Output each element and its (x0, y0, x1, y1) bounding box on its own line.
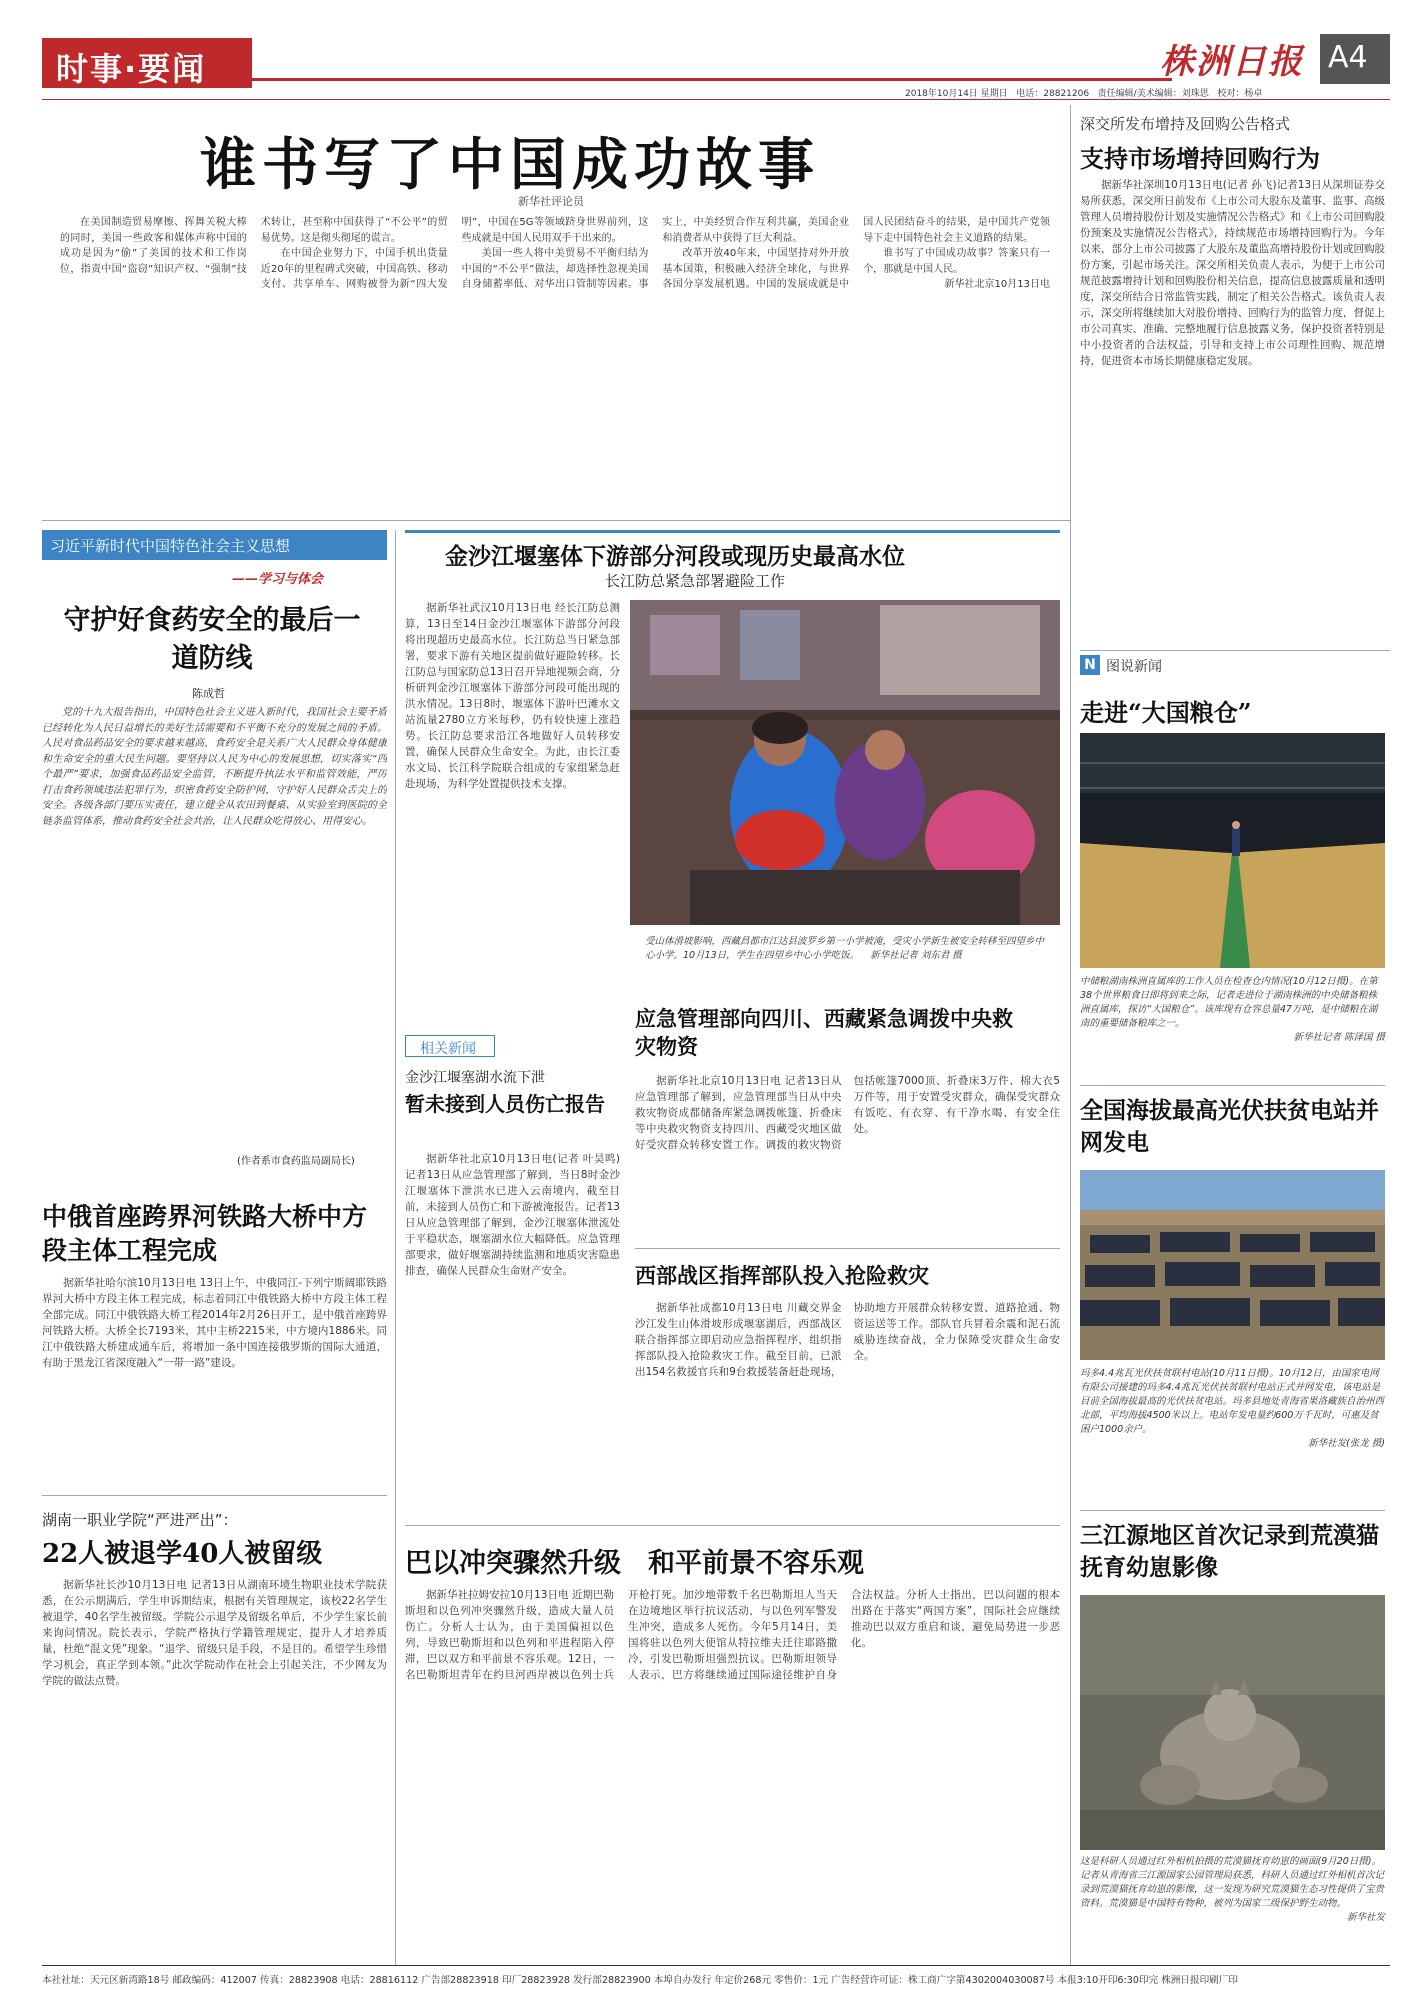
section-label-text: 时事·要闻 (56, 50, 207, 88)
divider (1080, 1510, 1385, 1511)
xi-author: 陈成哲 (192, 687, 225, 700)
lead-sign-off: 新华社北京10月13日电 (944, 279, 1050, 291)
divider (395, 530, 396, 1965)
xi-banner (42, 530, 387, 560)
xi-body: 党的十九大报告指出，中国特色社会主义进入新时代，我国社会主要矛盾已经转化为人民日益增长的美好生活需要和不平衡不充分的发展之间的矛盾。人民对食品药品安全的要求越来越高，食药安全是关系广大人民群众身体健康和生命安全的重大民生问题。要坚持以人民为中心的发展思想，切实落实“四个最严”要求，加强食品药品安全监管，不断提升执法水平和监管效能，严厉打击食药领域违法犯罪行为，织密食药安全防护网，守护好人民群众舌尖上的安全。各级各部门要压实责任，建立健全从农田到餐桌、从实验室到医院的全链条监管体系，推动食药安全社会共治，让人民群众吃得放心、用得安心。 (42, 707, 387, 827)
grain-headline: 走进“大国粮仓” (1080, 698, 1252, 727)
lead-body (60, 215, 1050, 505)
related-body: 据新华社北京10月13日电(记者 叶昊鸣)记者13日从应急管理部了解到，当日8时金沙江堰塞体下泄洪水已进入云南境内，截至目前，未接到人员伤亡和下游被淹报告。记者13日从应急管理部了解到，金沙江堰塞体泄流处于平稳状态，堰塞湖水位大幅降低。应急管理部要求，做好堰塞湖持续监测和地质灾害隐患排查，确保人民群众生命财产安全。 (405, 1153, 620, 1277)
solar-photo (1080, 1170, 1385, 1360)
college-headline: 22人被退学40人被留级 (42, 1539, 323, 1569)
lead-paragraph: 谁书写了中国成功故事？答案只有一个，那就是中国人民。 (863, 248, 1050, 275)
footer-imprint: 本社社址：天元区新湾路18号 邮政编码：412007 传真：28823908 电话：28816112 广告部28823918 印厂28823928 发行部28823900 本埠自办发行 年定价268元 零售价：1元 广告经营许可证：株工商广字第4302004030087号 本报3:10开印6:30印完 株洲日报印刷厂印 (42, 1975, 1238, 1986)
masthead-rule (42, 99, 1390, 100)
army-headline: 西部战区指挥部队投入抢险救灾 (635, 1263, 929, 1288)
conflict-article (405, 1535, 1060, 1960)
cat-caption (1080, 1855, 1385, 1925)
xi-sign-off: (作者系市食药监局副局长) (237, 1156, 355, 1167)
lead-headline: 谁书写了中国成功故事 (200, 132, 820, 198)
flood-article (405, 530, 1060, 1520)
flood-photo-caption-text: 受山体滑坡影响，西藏昌都市江达县波罗乡第一小学被淹，受灾小学新生被安全转移至四望乡中心小学。10月13日，学生在四望乡中心小学吃饭。 (645, 936, 1045, 961)
flood-headline: 金沙江堰塞体下游部分河段或现历史最高水位 (445, 543, 905, 570)
footer-rule (42, 1965, 1390, 1966)
divider (42, 1495, 387, 1496)
related-label: 相关新闻 (420, 1041, 476, 1057)
cat-credit: 新华社发 (1346, 1912, 1385, 1923)
xi-subtitle: ——学习与体会 (232, 572, 324, 587)
lead-paragraph: 在美国制造贸易摩擦、挥舞关税大棒的同时，美国一些政客和媒体声称中国的成功是因为“偷”了美国的技术和工作岗位，指责中国“盗窃”知识产权、“强制”技术转让，甚至称中国获得了“不公平”的贸易优势。这是彻头彻尾的谎言。 (60, 217, 448, 275)
divider (405, 1525, 1060, 1526)
page-number: A4 (1328, 40, 1368, 75)
photonews-n-icon: N (1080, 655, 1100, 675)
lead-paragraph: 美国一些人将中美贸易不平衡归结为中国的“不公平”做法，却选择性忽视美国自身储蓄率低、对华出口管制等因素。事实上，中美经贸合作互利共赢，美国企业和消费者从中获得了巨大利益。 (461, 217, 850, 291)
related-headline: 暂未接到人员伤亡报告 (405, 1092, 605, 1116)
railway-article (42, 1190, 387, 1480)
solar-caption (1080, 1367, 1385, 1451)
college-article (42, 1505, 387, 1960)
divider (1080, 1085, 1385, 1086)
buyback-kicker: 深交所发布增持及回购公告格式 (1080, 115, 1291, 133)
cat-headline: 三江源地区首次记录到荒漠猫抚育幼崽影像 (1080, 1522, 1379, 1581)
phone: 电话：28821206 (1016, 89, 1090, 99)
related-box (405, 1035, 620, 1415)
divider (42, 520, 1070, 521)
cat-caption-text: 这是科研人员通过红外相机拍摄的荒漠猫抚育幼崽的画面(9月20日摄)。记者从青海省三江源国家公园管理局获悉，科研人员通过红外相机首次记录到荒漠猫抚育幼崽的影像，这一发现为研究荒漠猫生态习性提供了宝贵资料。荒漠猫是中国特有物种，被列为国家二级保护野生动物。 (1080, 1856, 1385, 1909)
section-label (42, 38, 252, 88)
grain-caption (1080, 975, 1385, 1045)
divider (1080, 650, 1390, 651)
buyback-headline: 支持市场增持回购行为 (1080, 144, 1320, 173)
photonews-column (1080, 655, 1390, 1960)
flood-photo (630, 600, 1060, 925)
lead-paragraph: 改革开放40年来，中国坚持对外开放基本国策，积极融入经济全球化，与世界各国分享发展机遇。中国的发展成就是中国人民团结奋斗的结果，是中国共产党领导下走中国特色社会主义道路的结果。 (662, 217, 1050, 291)
related-label-badge (405, 1035, 495, 1057)
railway-body: 据新华社哈尔滨10月13日电 13日上午，中俄同江-下列宁斯阔耶铁路界河大桥中方段主体工程完成，标志着同江中俄铁路大桥中方段主体工程全部完成。同江中俄铁路大桥工程2014年2月26日开工，是中俄首座跨界河铁路大桥。大桥全长7193米，其中主桥2215米，中方境内1886米。同江中俄铁路大桥建成通车后，将增加一条中国连接俄罗斯的国际大通道，有助于黑龙江省深度融入“一带一路”建设。 (42, 1277, 387, 1369)
buyback-body: 据新华社深圳10月13日电(记者 孙飞)记者13日从深圳证券交易所获悉，深交所日前发布《上市公司大股东及董事、监事、高级管理人员增持股份计划及实施情况公告格式》和《上市公司回购股份预案及实施情况公告格式》，持续规范市场增持回购行为。今年以来，部分上市公司披露了大股东及董监高增持股份计划或回购股份方案，引起市场关注。深交所相关负责人表示，为便于上市公司规范披露增持计划和回购股份相关信息，提高信息披露质量和透明度，深交所结合日常监管实践，制定了相关公告格式。该负责人表示，深交所将继续加大对股份增持、回购行为的监管力度，督促上市公司真实、准确、完整地履行信息披露义务，保护投资者特别是中小投资者的合法权益，引导和支持上市公司理性回购、规范增持，促进资本市场长期健康稳定发展。 (1080, 179, 1385, 367)
cat-photo (1080, 1595, 1385, 1850)
photonews-label-badge (1080, 655, 1190, 677)
lead-byline: 新华社评论员 (518, 195, 584, 208)
flood-photo-caption (645, 935, 1045, 963)
divider (1070, 105, 1071, 1965)
solar-credit: 新华社发(张龙 摄) (1308, 1438, 1385, 1449)
solar-headline: 全国海拔最高光伏扶贫电站并网发电 (1080, 1097, 1379, 1156)
college-body: 据新华社长沙10月13日电 记者13日从湖南环境生物职业技术学院获悉，在公示期满后，学生申诉期结束，根据有关管理规定，该校22名学生被退学，40名学生被留级。学院公示退学及留级名单后，不少学生家长前来询问情况。院长表示，学院严格执行学籍管理规定，提升人才培养质量，杜绝“混文凭”现象。“退学、留级只是手段，不是目的。希望学生珍惜学习机会，真正学到本领。”此次学院动作在社会上引起关注，不少网友为学院的做法点赞。 (42, 1579, 387, 1687)
dateline: 2018年10月14日 星期日 (905, 89, 1008, 99)
grain-caption-text: 中储粮湖南株洲直属库的工作人员在检查仓内情况(10月12日摄)。在第38个世界粮食日即将到来之际，记者走进位于湖南株洲的中央储备粮株洲直属库，探访“大国粮仓”。该库现有仓容总量47万吨，是中储粮在湖南的重要储备粮库之一。 (1080, 976, 1378, 1029)
emergency-headline: 应急管理部向四川、西藏紧急调拨中央救灾物资 (635, 1006, 1013, 1059)
solar-caption-text: 玛多4.4兆瓦光伏扶贫联村电站(10月11日摄)。10月12日，由国家电网有限公司援建的玛多4.4兆瓦光伏扶贫联村电站正式并网发电，该电站是目前全国海拔最高的光伏扶贫电站。玛多县地处青海省果洛藏族自治州西北部，平均海拔4500米以上。电站年发电量约600万千瓦时，可惠及贫困户1000余户。 (1080, 1368, 1385, 1435)
lead-article (60, 105, 1050, 510)
railway-headline: 中俄首座跨界河铁路大桥中方段主体工程完成 (42, 1202, 368, 1265)
xi-banner-text: 习近平新时代中国特色社会主义思想 (50, 537, 291, 555)
flood-body: 据新华社武汉10月13日电 经长江防总测算，13日至14日金沙江堰塞体下游部分河段将出现超历史最高水位。长江防总当日紧急部署，要求下游有关地区提前做好避险转移。长江防总与国家防总13日召开异地视频会商，分析研判金沙江堰塞体下游部分河段可能出现的洪水情况。13日8时，堰塞体下游叶巴滩水文站流量2780立方米每秒，仍有较快速上涨趋势。长江防总要求沿江各地做好人员转移安置，确保人民群众生命安全。为此，由长江委水文局、长江科学院联合组成的专家组紧急赶赴现场，为科学处置提供技术支撑。 (405, 602, 620, 790)
army-body: 据新华社成都10月13日电 川藏交界金沙江发生山体滑坡形成堰塞湖后，西部战区联合指挥部立即启动应急指挥程序，组织指挥部队投入抢险救灾工作。截至目前，已派出154名救援官兵和9台救援装备赶赴现场，协助地方开展群众转移安置、道路抢通、物资运送等工作。部队官兵冒着余震和泥石流威胁连续奋战，全力保障受灾群众生命安全。 (635, 1302, 1060, 1378)
flood-subhead: 长江防总紧急部署避险工作 (605, 572, 786, 590)
emergency-article (635, 1005, 1060, 1240)
college-kicker: 湖南一职业学院“严进严出”： (42, 1511, 238, 1529)
photonews-label: 图说新闻 (1106, 659, 1162, 675)
masthead (0, 0, 1420, 99)
section-bar (252, 78, 1172, 81)
conflict-headline: 巴以冲突骤然升级 和平前景不容乐观 (405, 1548, 864, 1579)
editor: 责任编辑/美术编辑：刘珠思 (1097, 89, 1209, 99)
grain-photo (1080, 733, 1385, 968)
divider (635, 1248, 1060, 1249)
paper-logo: 株洲日报 (1160, 42, 1304, 82)
xi-column (42, 530, 387, 1180)
xi-headline: 守护好食药安全的最后一道防线 (63, 605, 361, 674)
emergency-body: 据新华社北京10月13日电 记者13日从应急管理部了解到，应急管理部当日从中央救灾物资成都储备库紧急调拨帐篷、折叠床等中央救灾物资支持四川、西藏受灾地区做好受灾群众转移安置工作。调拨的救灾物资包括帐篷7000顶、折叠床3万件、棉大衣5万件等，用于安置受灾群众，确保受灾群众有饭吃、有衣穿、有干净水喝、有安全住处。 (635, 1075, 1060, 1151)
army-article (635, 1260, 1060, 1515)
masthead-meta (905, 86, 1262, 99)
lead-paragraph: 在中国企业努力下，中国手机出货量近20年的里程碑式突破，中国高铁、移动支付、共享单车、网购被誉为新“四大发明”，中国在5G等领域跻身世界前列，这些成就是中国人民用双手干出来的。 (260, 217, 649, 291)
flood-photo-credit: 新华社记者 刘东君 摄 (870, 950, 962, 961)
conflict-body: 据新华社拉姆安拉10月13日电 近期巴勒斯坦和以色列冲突骤然升级，造成大量人员伤亡。分析人士认为，由于美国偏袒以色列，导致巴勒斯坦和以色列和平进程陷入停滞，巴以双方和平前景不容乐观。12日，一名巴勒斯坦青年在约旦河西岸被以色列士兵开枪打死。加沙地带数千名巴勒斯坦人当天在边境地区举行抗议活动，与以色列军警发生冲突，造成多人死伤。今年5月14日，美国将驻以色列大使馆从特拉维夫迁往耶路撒冷，引发巴勒斯坦强烈抗议。巴勒斯坦领导人表示，巴方将继续通过国际途径维护自身合法权益。分析人士指出，巴以问题的根本出路在于落实“两国方案”，国际社会应继续推动巴以双方重启和谈，避免局势进一步恶化。 (405, 1589, 1060, 1681)
proofreader: 校对：杨卓 (1217, 89, 1263, 99)
page-number-box (1320, 34, 1390, 84)
grain-credit: 新华社记者 陈泽国 摄 (1293, 1032, 1385, 1043)
related-kicker: 金沙江堰塞湖水流下泄 (405, 1070, 545, 1086)
buyback-article (1080, 105, 1390, 645)
